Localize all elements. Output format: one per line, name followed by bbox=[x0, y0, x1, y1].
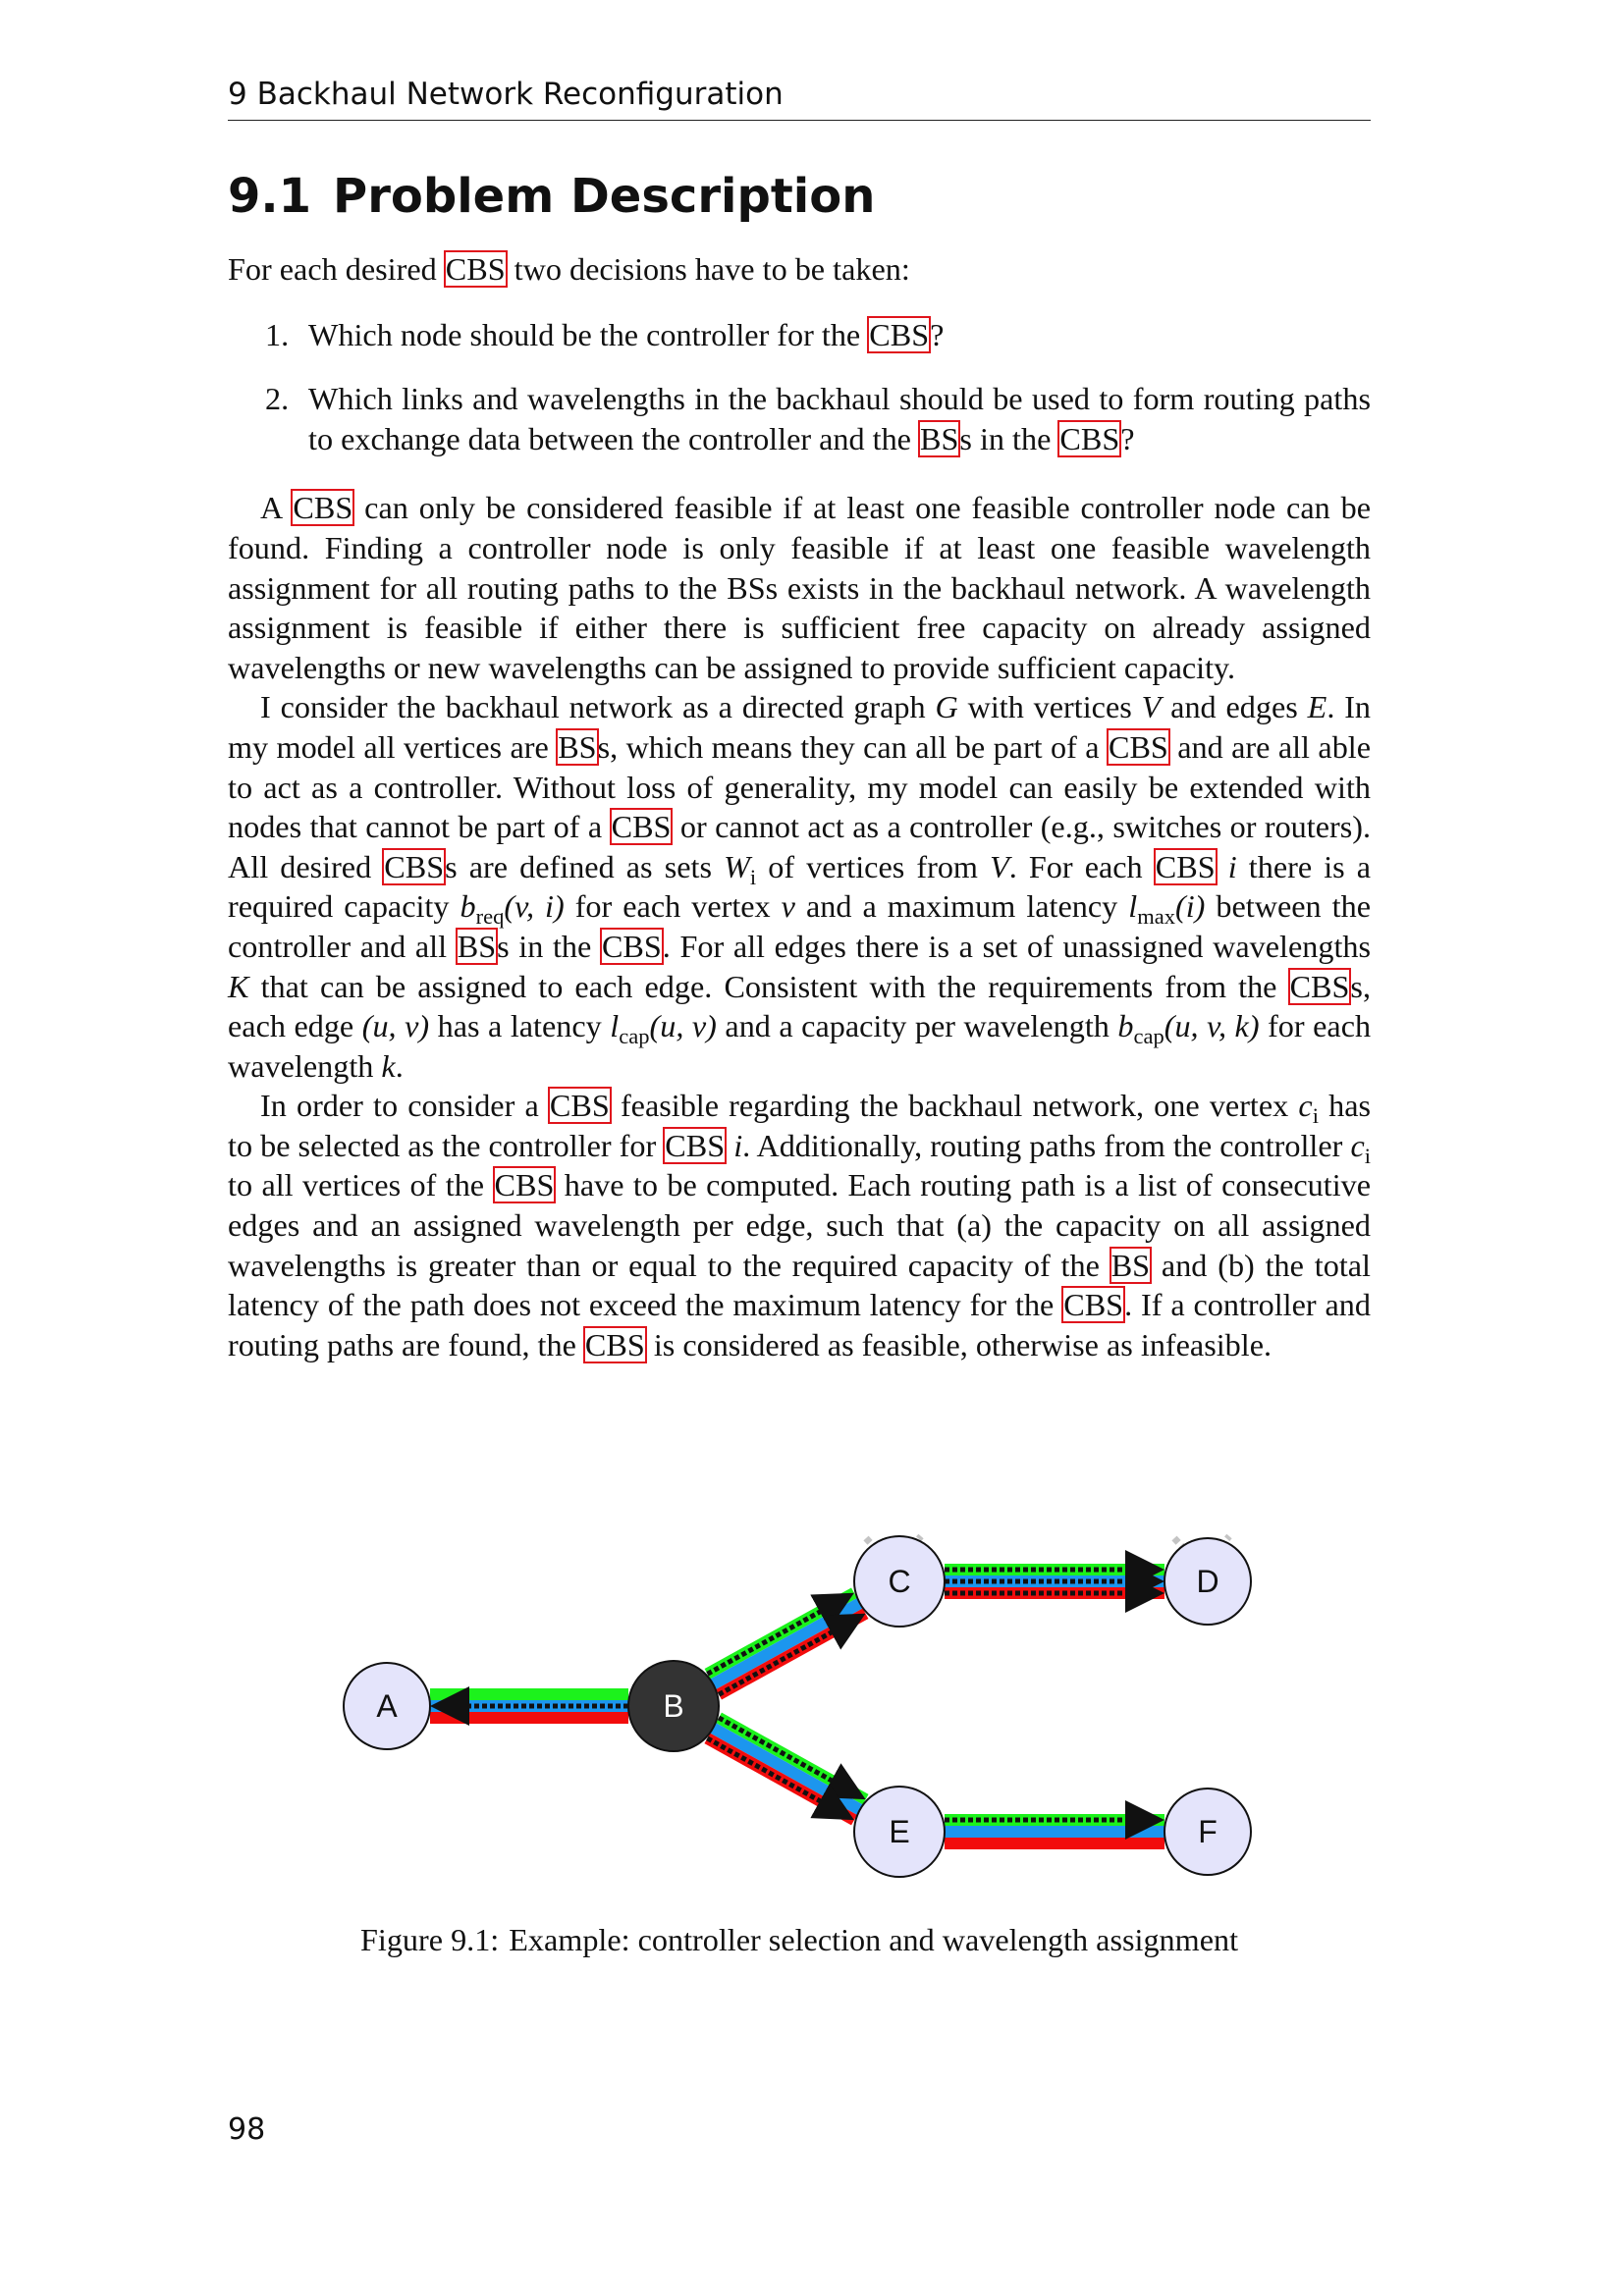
running-head: 9 Backhaul Network Reconfiguration bbox=[228, 77, 1371, 121]
acronym-link[interactable]: CBS bbox=[611, 809, 672, 845]
acronym-link[interactable]: BS bbox=[920, 420, 959, 456]
math-symbol: $l_{max}(i)$ bbox=[1128, 888, 1206, 930]
paragraph-model: I consider the backhaul network as a directed graph G with vertices V and edges E. In my model all vertices are BSs, which means they can all be part of a CBS and are all able to act as a controller. Without loss of generality, my model can easily be extended with nodes that cannot be part of a CBS or cannot act as a controller (e.g., switches or routers). All desired CBSs are defined as sets $W_i$ of vertices from V. For each CBS i there is a required capacity $b_{req}(v$, i) for each vertex v and a maximum latency $l_{max}(i)$ between the controller and all BSs in the CBS. For all edges there is a set of unassigned wavelengths K that can be assigned to each edge. Consistent with the requirements from the CBSs, each edge (u, v) has a latency $l_{cap}(u$, v) and a capacity per wavelength $b_{cap}(u$, v, k) for each wavelength k. bbox=[228, 689, 1372, 1084]
acronym-link[interactable]: CBS bbox=[293, 490, 353, 526]
wavelength-blue-BC bbox=[713, 1603, 859, 1684]
node-label-E: E bbox=[889, 1814, 910, 1849]
math-symbol: K bbox=[228, 968, 249, 1004]
node-label-B: B bbox=[663, 1688, 684, 1724]
acronym-link[interactable]: CBS bbox=[445, 251, 506, 287]
math-symbol: $b_{req}(v$, i) bbox=[460, 888, 565, 930]
acronym-link[interactable]: CBS bbox=[1059, 420, 1120, 456]
math-symbol: E bbox=[1307, 689, 1327, 725]
math-symbol: i bbox=[1227, 848, 1237, 884]
acronym-link[interactable]: CBS bbox=[601, 928, 662, 964]
acronym-link[interactable]: CBS bbox=[384, 848, 445, 884]
section-title bbox=[228, 167, 875, 226]
acronym-link[interactable]: CBS bbox=[494, 1167, 555, 1203]
figure-caption bbox=[228, 1920, 1371, 1959]
acronym-link[interactable]: CBS bbox=[1108, 728, 1168, 765]
acronym-link[interactable]: CBS bbox=[869, 316, 930, 352]
math-symbol: V bbox=[1141, 689, 1162, 725]
acronym-link[interactable]: CBS bbox=[665, 1127, 726, 1163]
math-symbol: (u, v) bbox=[361, 1008, 430, 1044]
math-symbol: $b_{cap}(u$, v, k) bbox=[1117, 1008, 1260, 1048]
acronym-link[interactable]: CBS bbox=[1155, 848, 1216, 884]
acronym-link[interactable]: BS bbox=[558, 728, 597, 765]
paragraph-controller: In order to consider a CBS feasible regarding the backhaul network, one vertex $c_i$ has to be selected as the controller for CBS i. Additionally, routing paths from the controller $c_i$ to all vertices of the CBS have to be computed. Each routing path is a list of consecutive edges and an assigned wavelength per edge, such that (a) the capacity on all assigned wavelengths is greater than or equal to the required capacity of the BS and (b) the total latency of the path does not exceed the maximum latency for the CBS. If a controller and routing paths are found, the CBS is considered as feasible, otherwise as infeasible. bbox=[228, 1088, 1372, 1362]
section-number: 9.1 bbox=[228, 169, 312, 224]
math-symbol: $W_i$ bbox=[724, 848, 757, 889]
list-marker: 1. bbox=[265, 316, 290, 352]
decision-list bbox=[228, 315, 1371, 459]
wavelength-blue-BE bbox=[713, 1728, 860, 1809]
acronym-link[interactable]: BS bbox=[1110, 1247, 1151, 1283]
math-symbol: v bbox=[781, 888, 795, 925]
list-item: 2. Which links and wavelengths in the backhaul should be used to form routing paths to exchange data between the controller and the BSs in the CBS? bbox=[265, 381, 1371, 456]
caption-label: Figure 9.1: bbox=[359, 1922, 500, 1957]
section-title-text: Problem Description bbox=[333, 169, 876, 224]
node-label-C: C bbox=[888, 1564, 911, 1599]
paragraph-feasibility: A CBS can only be considered feasible if at least one feasible controller node can be found. Finding a controller node is only feasible if at least one feasible wavelength assignment for all routing paths to the BSs exists in the backhaul network. A wavelength assignment is feasible if either there is sufficient free capacity on already assigned wavelengths or new wavelengths can be assigned to provide sufficient capacity. bbox=[228, 490, 1371, 685]
caption-text: Example: controller selection and wavelength assignment bbox=[509, 1922, 1239, 1957]
page-number: 98 bbox=[228, 2112, 266, 2147]
intro-paragraph: For each desired CBS two decisions have to be taken: bbox=[228, 251, 910, 287]
math-symbol: V bbox=[990, 848, 1009, 884]
network-diagram bbox=[228, 1512, 1371, 1904]
list-item: 1. Which node should be the controller for the CBS? bbox=[228, 315, 1371, 355]
body-text bbox=[228, 249, 1371, 1364]
acronym-link[interactable]: BS bbox=[457, 928, 497, 964]
math-symbol: G bbox=[935, 689, 958, 725]
acronym-link[interactable]: CBS bbox=[1063, 1287, 1124, 1323]
math-symbol: $l_{cap}(u$, v) bbox=[610, 1008, 717, 1048]
node-label-F: F bbox=[1198, 1814, 1218, 1849]
acronym-link[interactable]: CBS bbox=[1289, 968, 1350, 1004]
acronym-link[interactable]: CBS bbox=[549, 1088, 610, 1124]
node-label-A: A bbox=[376, 1688, 398, 1724]
acronym-link[interactable]: CBS bbox=[584, 1326, 645, 1362]
list-marker: 2. bbox=[265, 381, 290, 417]
math-symbol: k bbox=[381, 1047, 396, 1084]
figure-network bbox=[228, 1512, 1371, 1904]
math-symbol: $c_i$ bbox=[1350, 1127, 1371, 1168]
math-symbol: i bbox=[733, 1127, 743, 1163]
math-symbol: $c_i$ bbox=[1298, 1088, 1319, 1129]
node-label-D: D bbox=[1196, 1564, 1219, 1599]
